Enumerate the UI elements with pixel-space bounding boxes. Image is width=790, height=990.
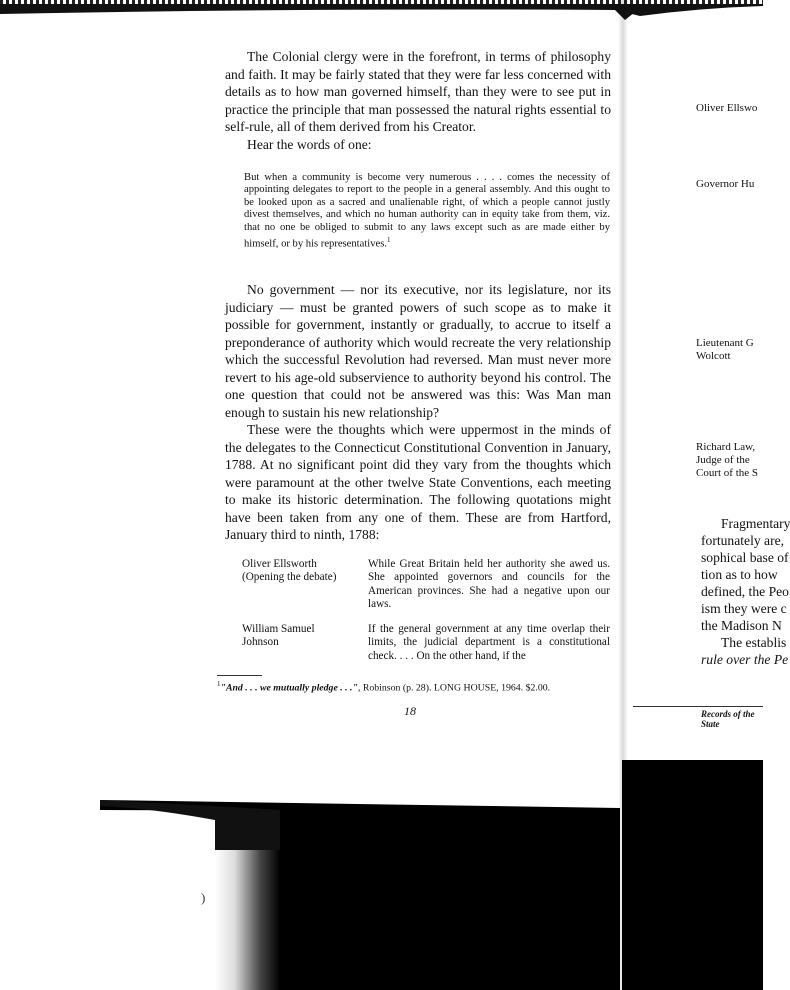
right-text-line: The establis	[721, 635, 787, 650]
footnote-title: "And . . . we mutually pledge . . ."	[220, 682, 358, 694]
right-text-line: sophical base of	[701, 550, 789, 565]
paragraph-government: No government — nor its executive, nor its legislature, nor its judiciary — must be granted powers of such scope as to make it possible for government, instantly or gradually, to accrue to itself a preponderance of authority which would recreate the very relationship which the successful Revolution had reversed. Man must never more revert to his age-old subservience to authority beyond his control. The one question that could not be answered was this: Was Man man enough to sustain his new relationship?	[225, 282, 611, 420]
footnote-rule	[217, 675, 262, 676]
right-text-line: rule over the Pe	[701, 652, 789, 667]
right-footnote: Records of the State	[701, 709, 755, 729]
body-paragraph-block	[225, 281, 611, 544]
right-text-line: ism they were c	[701, 601, 787, 616]
right-footnote-rule	[633, 706, 763, 707]
dialogue-speaker	[242, 623, 362, 650]
footnote-citation: , Robinson (p. 28). LONG HOUSE, 1964. $2.00.	[357, 682, 551, 694]
paragraph-hear: Hear the words of one:	[247, 136, 372, 152]
scan-right-dark-region	[622, 760, 763, 990]
footnote-number: 1	[217, 680, 221, 688]
speaker-name: Oliver Ellsworth	[242, 558, 317, 570]
right-speaker: Judge of the	[696, 454, 750, 466]
right-text-line: fortunately are,	[701, 533, 785, 548]
right-text-line: Fragmentary	[721, 516, 790, 531]
dialogue-speaker	[242, 558, 362, 585]
paragraph-delegates: These were the thoughts which were uppermost in the minds of the delegates to the Connecticut Constitutional Convention in January, 1788. At no significant point did they vary from the thoughts which were paramount at the other twelve State Conventions, each meeting to make its historic determination. The following quotations might have been taken from any one of them. These are from Hartford, January third to ninth, 1788:	[225, 422, 611, 542]
right-speaker: Richard Law,	[696, 441, 756, 453]
page-number: 18	[404, 704, 416, 718]
right-text-line: the Madison N	[701, 618, 782, 633]
quote-footnote-ref: 1	[386, 236, 391, 245]
paragraph-clergy: The Colonial clergy were in the forefront, in terms of philosophy and faith. It may be fairly stated that they were far less concerned with details as to how man governed himself, than they were to see put in practice the principle that man possessed the natural rights essential to self-rule, all of them derived from his Creator.	[225, 49, 611, 134]
speaker-note: Johnson	[242, 636, 279, 649]
dialogue-speech: While Great Britain held her authority she awed us. She appointed governors and councils for the American provinces. She had a negative upon our laws.	[368, 558, 610, 611]
speaker-name: William Samuel	[242, 623, 315, 635]
stray-scan-mark: )	[201, 890, 206, 905]
block-quote-text: But when a community is become very numerous . . . . comes the necessity of appointing delegates to report to the people in a general assembly. And this ought to be looked upon as a sacred and unalienable right, of which a people cannot justly divest themselves, and which no human authority can in equity take from them, viz. that no one be obliged to submit to any laws except such as are made either by himself, or by his representatives.	[244, 172, 610, 250]
scan-top-page-edge	[0, 4, 763, 20]
right-text-line: tion as to how	[701, 567, 778, 582]
speaker-note: (Opening the debate)	[242, 571, 337, 584]
right-speaker: Lieutenant G	[696, 337, 754, 349]
right-speaker: Governor Hu	[696, 178, 755, 190]
intro-paragraph-block	[225, 48, 611, 153]
block-quote	[244, 172, 610, 251]
right-text-line: defined, the Peo	[701, 584, 789, 599]
dialogue-speech: If the general government at any time overlap their limits, the judicial department is a constitutional check. . . . On the other hand, if the	[368, 623, 610, 662]
right-speaker: Wolcott	[696, 350, 731, 362]
right-speaker: Oliver Ellswo	[696, 102, 758, 114]
right-speaker: Court of the S	[696, 467, 759, 479]
footnote	[217, 680, 617, 693]
